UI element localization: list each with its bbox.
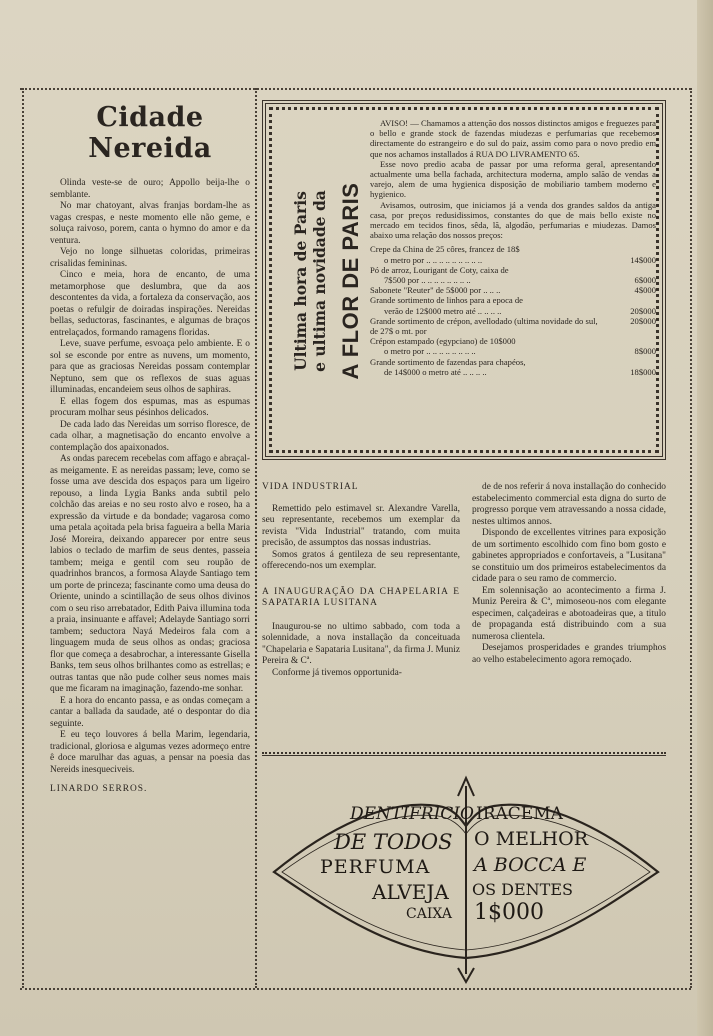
ad-vertical-heading: [278, 116, 342, 446]
vida-industrial-column: [262, 482, 460, 679]
article-paragraph: E eu teço louvores á bella Marim, legendaria, tradicional, gloriosa e algumas vezes adormeço entre ê doce marulhar das aguas, a pensar na poesia das Nereids inesqueciveis.: [50, 730, 250, 775]
article-paragraph: Leve, suave perfume, esvoaça pelo ambiente. E o sol se esconde por entre as nuvens, um momento, para que as graciosas Nereidas possam contemplar Neptuno, sem que os reflexos de suas aguas illuminadas, encandeiem seus olhos de saphiras.: [50, 339, 250, 395]
cidade-nereida-article: [50, 96, 250, 986]
right-border-rule: [690, 88, 692, 988]
section-heading: VIDA INDUSTRIAL: [262, 482, 359, 492]
ad-text-dentifricio: DENTIFRICIO: [350, 804, 474, 824]
bottom-border-rule: [20, 988, 691, 990]
column-paragraph: Inaugurou-se no ultimo sabbado, com toda a solennidade, a nova installação da conceituada "Chapelaria e Sapataria Lusitana", da firma J. Muniz Pereira & Cª.: [262, 621, 460, 666]
price-row: de 14$000 o metro até .. .. .. .. 18$000: [384, 366, 656, 377]
ad-text-alveja: ALVEJA: [372, 880, 449, 904]
lips-illustration: [268, 768, 664, 988]
section-heading-2: A INAUGURAÇÃO DA CHAPELARIA E SAPATARIA LUSITANA: [262, 586, 460, 608]
adjacent-page-edge: [697, 0, 713, 1036]
ad-text-a-bocca: A BOCCA E: [474, 854, 587, 876]
top-border-rule: [20, 88, 691, 90]
price-row: o metro por .. .. .. .. .. .. .. .. 8$000: [384, 346, 656, 357]
iracema-dentifricio-ad: [268, 768, 664, 988]
article-paragraph: De cada lado das Nereidas um sorriso floresce, de cada olhar, a magnetisação do encanto envolve a contemplação dos apaixonados.: [50, 419, 250, 453]
article-paragraph: As ondas parecem recebelas com affago e abraçal-as meigamente. E as nereidas passam; leve, como se fosse uma ave descida dos espaços para um ligeiro repouso, a linda Lygia Banks anda subtil pelo colchão das areias e no seu rosto alvo e roseo, ha a expressão da virtude e da bondade; vagarosa como uma petala açoitada pela brisa fagueira a bella Maria José Moreira, deixando apparecer por entre seus labios o teclado de marfim de seus dentes, passeia tambem; meiga e gentil com seu roupão de quadrinhos brancos, a formosa Alayde Santiago tem um porte de princeza; fascinante como uma deusa do Oriente, unindo a scintillação de seus olhos divinos com o seu riso arrebatador, Edith Paiva illumina toda a praia, insinuante e affavel; Adelayde Santiago sorri tambem; seductora Nayá Medeiros fala com a linguagem muda de seus olhos as ondas; graciosa flor que começa a desabrochar, a interessante Gisella Banks, tem seus olhos brilhantes como as estrellas; e outras tantas que não pude colher seus nomes mais que me ficaram na imaginação, fazendo-me sonhar.: [50, 454, 250, 694]
article-paragraph: Cinco e meia, hora de encanto, de uma metamorphose que deslumbra, que da aos descontentes da vida, a fortaleza da conservação, aos poetas o refulgir de doiradas inspirações. Nereidas bellas, seductoras, fascinantes, e algumas de braços entrelaçados, formando ramagens floridas.: [50, 270, 250, 338]
ad-text-perfuma: PERFUMA: [320, 856, 431, 878]
column-paragraph: Dispondo de excellentes vitrines para exposição de um sortimento escolhido com fino bom gosto e gabinetes appropriados e confortaveis, a "Lusitana" se constituio um dos primeiros estabelecimentos da cidade para o seu ramo de commercio.: [472, 528, 666, 584]
column-divider-rule: [255, 88, 257, 988]
ad-body: [370, 118, 656, 377]
article-paragraph: No mar chatoyant, alvas franjas bordam-lhe as vagas crespas, e neste momento elle não geme, e soluça raivoso, porem, canta o hymno do amor e da ventura.: [50, 201, 250, 246]
column-paragraph: Em solennisação ao acontecimento a firma J. Muniz Pereira & Cª, mimoseou-nos com elegante especimen, calçadeiras e abotoadeiras que, a titulo de propaganda está distribuindo com a sua numerosa clientela.: [472, 585, 666, 642]
column-paragraph: Somos gratos á gentileza de seu representante, offerecendo-nos um exemplar.: [262, 549, 460, 571]
column-paragraph: Conforme já tivemos opportunida-: [272, 667, 402, 678]
ad-text-iracema: IRACEMA: [476, 804, 563, 824]
left-border-rule: [22, 88, 24, 988]
store-name-text: A FLOR DE PARIS: [338, 182, 363, 380]
vertical-line-2: e ultima novidade da: [310, 190, 329, 372]
article-paragraph: E ellas fogem dos espumas, mas as espumas procuram molhar seus pésinhos delicados.: [50, 396, 250, 418]
ad-text-de-todos: DE TODOS: [334, 830, 453, 854]
price-row: Grande sortimento de linhos para a epoca de: [370, 295, 523, 306]
price-row: Sabonete "Reuter" de 5$000 por .. .. .. 4$000: [370, 285, 656, 296]
section-separator-line: [262, 755, 666, 756]
price-row: verão de 12$000 metro até .. .. .. .. 20$000: [384, 305, 656, 316]
column-paragraph: Desejamos prosperidades e grandes triumphos ao velho estabelecimento agora remoçado.: [472, 643, 666, 665]
ad-paragraph: AVISO! — Chamamos a attenção dos nossos distinctos amigos e freguezes para o bello e grande stock de fazendas miudezas e perfumarias que recebemos directamente do estrangeiro e do sul do paiz, assim como para o novo predio em que nos achamos installados á RUA DO LIVRAMENTO 65.: [370, 118, 656, 159]
price-row: Crépon estampado (egypciano) de 10$000: [370, 336, 516, 347]
price-row: o metro por .. .. .. .. .. .. .. .. .. 14$000: [384, 254, 656, 265]
price-row: 7$500 por .. .. .. .. .. .. .. .. 6$000: [384, 275, 656, 286]
price-row: Pó de arroz, Lourigant de Coty, caixa de: [370, 264, 509, 275]
price-row: Grande sortimento de fazendas para chapéos,: [370, 356, 526, 367]
lusitana-column: [472, 482, 666, 666]
article-paragraph: Vejo no longe silhuetas coloridas, primeiras crisalidas femininas.: [50, 247, 250, 269]
ad-text-os-dentes: OS DENTES: [472, 880, 573, 899]
article-paragraph: Olinda veste-se de ouro; Appollo beija-lhe o semblante.: [50, 178, 250, 200]
price-row: Grande sortimento de crépon, avellodado (ultima novidade do sul, de 27$ o mt. por 20$000: [370, 315, 656, 337]
ad-paragraph: Avisamos, outrosim, que iniciamos já a venda dos grandes saldos da antiga casa, por preços redusidissimos, constantes do que de mais bello existe no mercado em tecidos finos, sêda, lã, algodão, perfumarias e miudezas. Damos abaixo uma relação dos nossos preços:: [370, 199, 656, 241]
ad-paragraph: Esse novo predio acaba de passar por uma reforma geral, apresentando actualmente uma bella fachada, architectura moderna, amplo salão de vendas a varejo, alem de uma hygienica disposição de mobiliario tambem moderno e hygienico.: [370, 158, 656, 200]
article-title: Cidade Nereida: [88, 102, 212, 164]
column-paragraph: Remettido pelo estimavel sr. Alexandre Varella, seu representante, recebemos um exemplar da revista "Vida Industrial" tratando, com muita precisão, de assumptos das nossas industrias.: [262, 503, 460, 548]
flor-de-paris-ad: [262, 100, 666, 460]
vertical-line-1: Ultima hora de Paris: [291, 191, 310, 371]
price-row: Crepe da China de 25 côres, francez de 18$: [370, 244, 520, 255]
ad-text-o-melhor: O MELHOR: [474, 828, 589, 850]
section-separator: [262, 752, 666, 754]
article-signature: LINARDO SERROS.: [50, 784, 148, 794]
ad-text-caixa: CAIXA: [406, 906, 452, 922]
price-list: [370, 244, 656, 377]
column-paragraph: de de nos referir á nova installação do conhecido estabelecimento commercial esta digna do surto de progresso porque vem atravessando a nossa cidade, nestes ultimos annos.: [472, 482, 666, 527]
article-paragraph: E a hora do encanto passa, e as ondas começam a cantar a ballada da saudade, até o despontar do dia seguinte.: [50, 695, 250, 729]
ad-store-name: [336, 116, 366, 446]
ad-text-price: 1$000: [474, 900, 544, 925]
